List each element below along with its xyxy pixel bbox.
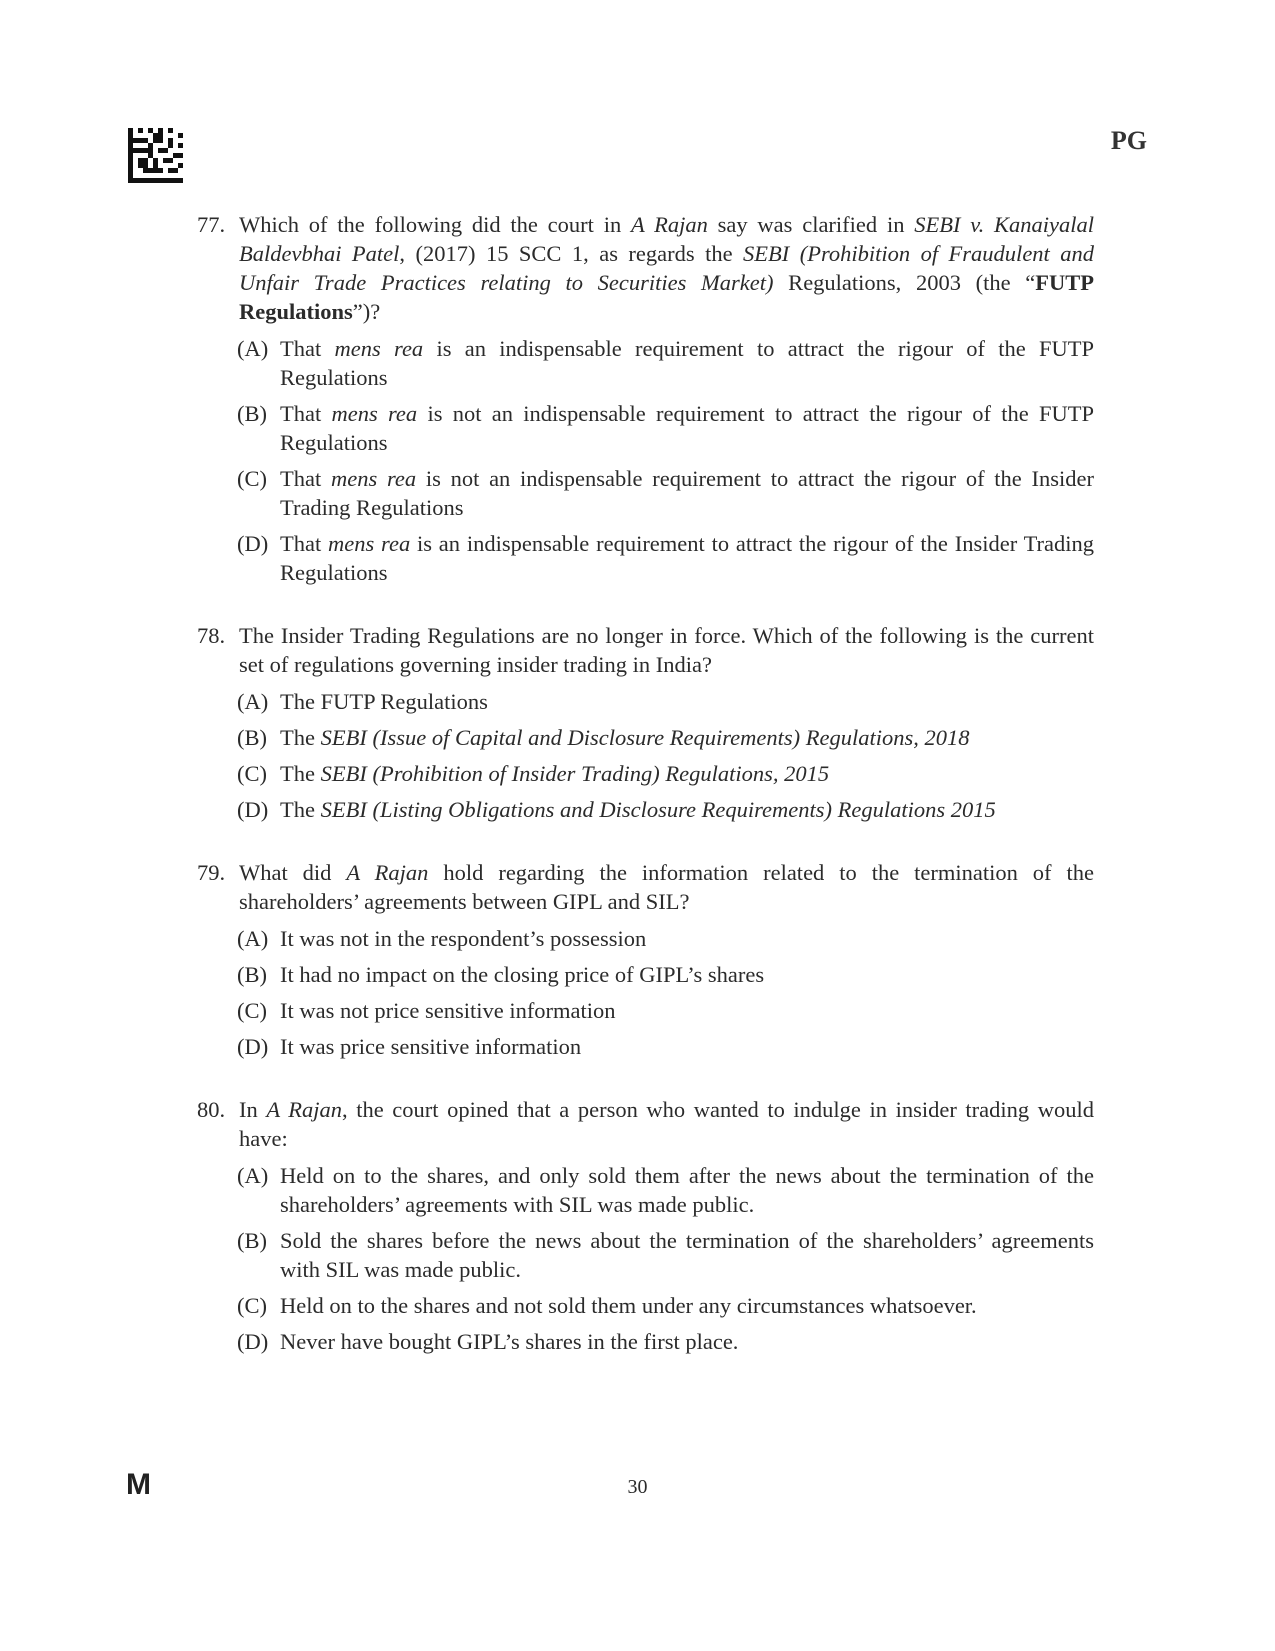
option-a — [237, 924, 1094, 953]
text-run: hold regarding the information related to the termination of the shareholders’ agreements between GIPL and SIL? — [239, 860, 1094, 914]
question-text — [239, 858, 1094, 916]
text-run: It was not price sensitive information — [280, 998, 616, 1023]
option-label: (B) — [237, 962, 267, 987]
option-a — [237, 334, 1094, 392]
option-text — [280, 464, 1094, 522]
option-list — [237, 334, 1094, 587]
italic-text: SEBI (Prohibition of Insider Trading) Regulations, 2015 — [320, 761, 830, 786]
text-run: , (2017) 15 SCC 1, as regards the — [399, 241, 744, 266]
text-run: The — [280, 725, 321, 750]
question-number: 77. — [197, 212, 226, 237]
option-d — [237, 1032, 1094, 1061]
italic-text: mens rea — [334, 336, 424, 361]
text-run: is not an indispensable requirement to attract the rigour of the Insider Trading Regulations — [280, 466, 1094, 520]
text-run: That — [280, 466, 331, 491]
option-text — [280, 334, 1094, 392]
text-run: , the court opined that a person who wanted to indulge in insider trading would have: — [239, 1097, 1094, 1151]
set-code: M — [126, 1468, 151, 1501]
italic-text: mens rea — [328, 531, 411, 556]
option-a — [237, 687, 1094, 716]
option-list — [237, 687, 1094, 824]
text-run: The FUTP Regulations — [280, 689, 488, 714]
question-77 — [197, 210, 1094, 587]
option-c — [237, 996, 1094, 1025]
text-run: Never have bought GIPL’s shares in the first place. — [280, 1329, 739, 1354]
option-label: (C) — [237, 998, 267, 1023]
text-run: The Insider Trading Regulations are no longer in force. Which of the following is the current set of regulations governing insider trading in India? — [239, 623, 1094, 677]
text-run: That — [280, 401, 332, 426]
question-79 — [197, 858, 1094, 1061]
option-c — [237, 464, 1094, 522]
series-code: PG — [1110, 126, 1147, 155]
option-text — [280, 399, 1094, 457]
option-text — [280, 687, 1094, 716]
italic-text: mens rea — [330, 466, 417, 491]
option-a — [237, 1161, 1094, 1219]
question-text — [239, 210, 1094, 326]
option-text — [280, 996, 1094, 1025]
option-c — [237, 1291, 1094, 1320]
option-b — [237, 1226, 1094, 1284]
question-number: 80. — [197, 1097, 226, 1122]
option-label: (B) — [237, 401, 267, 426]
text-run: Sold the shares before the news about the termination of the shareholders’ agreements with SIL was made public. — [280, 1228, 1094, 1282]
option-d — [237, 795, 1094, 824]
question-78 — [197, 621, 1094, 824]
italic-text: A Rajan — [346, 860, 429, 885]
page-number: 30 — [627, 1476, 648, 1498]
option-label: (B) — [237, 725, 267, 750]
text-run: Held on to the shares, and only sold them after the news about the termination of the shareholders’ agreements with SIL was made public. — [280, 1163, 1094, 1217]
option-c — [237, 759, 1094, 788]
text-run: ”)? — [352, 299, 381, 324]
text-run: is an indispensable requirement to attract the rigour of the Insider Trading Regulations — [280, 531, 1094, 585]
text-run: It was not in the respondent’s possession — [280, 926, 647, 951]
qr-code — [128, 128, 183, 183]
option-label: (C) — [237, 466, 267, 491]
italic-text: A Rajan — [266, 1097, 343, 1122]
option-label: (A) — [237, 926, 269, 951]
option-b — [237, 399, 1094, 457]
option-text — [280, 1291, 1094, 1320]
option-label: (C) — [237, 1293, 267, 1318]
italic-text: SEBI (Prohibition of Fraudulent and Unfair Trade Practices relating to Securities Market) — [239, 241, 1095, 295]
question-stem — [197, 1095, 1094, 1153]
option-label: (A) — [237, 336, 269, 361]
text-run: Held on to the shares and not sold them under any circumstances whatsoever. — [280, 1293, 977, 1318]
question-stem — [197, 858, 1094, 916]
option-text — [280, 1032, 1094, 1061]
text-run: That — [280, 531, 329, 556]
italic-text: SEBI v. Kanaiyalal Baldevbhai Patel — [239, 212, 1094, 266]
text-run: It was price sensitive information — [280, 1034, 582, 1059]
question-number: 79. — [197, 860, 226, 885]
option-label: (A) — [237, 1163, 269, 1188]
italic-text: SEBI (Issue of Capital and Disclosure Requirements) Regulations, 2018 — [320, 725, 970, 750]
option-list — [237, 1161, 1094, 1356]
option-label: (D) — [237, 1034, 269, 1059]
text-run: That — [280, 336, 335, 361]
option-text — [280, 795, 1094, 824]
question-text — [239, 1095, 1094, 1153]
option-text — [280, 1226, 1094, 1284]
text-run: say was clarified in — [707, 212, 915, 237]
text-run: It had no impact on the closing price of GIPL’s shares — [280, 962, 765, 987]
option-text — [280, 1327, 1094, 1356]
text-run: Regulations, 2003 (the “ — [773, 270, 1036, 295]
option-label: (D) — [237, 797, 269, 822]
text-run: What did — [239, 860, 347, 885]
option-text — [280, 924, 1094, 953]
option-label: (C) — [237, 761, 267, 786]
question-list — [197, 210, 1094, 1390]
option-text — [280, 723, 1094, 752]
text-run: The — [280, 797, 321, 822]
option-label: (D) — [237, 531, 269, 556]
text-run: Which of the following did the court in — [239, 212, 631, 237]
option-b — [237, 960, 1094, 989]
option-list — [237, 924, 1094, 1061]
option-d — [237, 529, 1094, 587]
option-text — [280, 529, 1094, 587]
italic-text: A Rajan — [630, 212, 708, 237]
option-label: (A) — [237, 689, 269, 714]
bold-text: FUTP Regulations — [239, 270, 1094, 324]
option-d — [237, 1327, 1094, 1356]
question-text — [239, 621, 1094, 679]
question-stem — [197, 210, 1094, 326]
option-text — [280, 1161, 1094, 1219]
option-text — [280, 759, 1094, 788]
question-80 — [197, 1095, 1094, 1356]
option-label: (B) — [237, 1228, 267, 1253]
option-text — [280, 960, 1094, 989]
option-label: (D) — [237, 1329, 269, 1354]
question-number: 78. — [197, 623, 226, 648]
option-b — [237, 723, 1094, 752]
text-run: is not an indispensable requirement to attract the rigour of the FUTP Regulations — [280, 401, 1094, 455]
italic-text: mens rea — [331, 401, 418, 426]
text-run: The — [280, 761, 321, 786]
question-stem — [197, 621, 1094, 679]
italic-text: SEBI (Listing Obligations and Disclosure Requirements) Regulations 2015 — [320, 797, 996, 822]
text-run: is an indispensable requirement to attract the rigour of the FUTP Regulations — [280, 336, 1094, 390]
text-run: In — [239, 1097, 267, 1122]
